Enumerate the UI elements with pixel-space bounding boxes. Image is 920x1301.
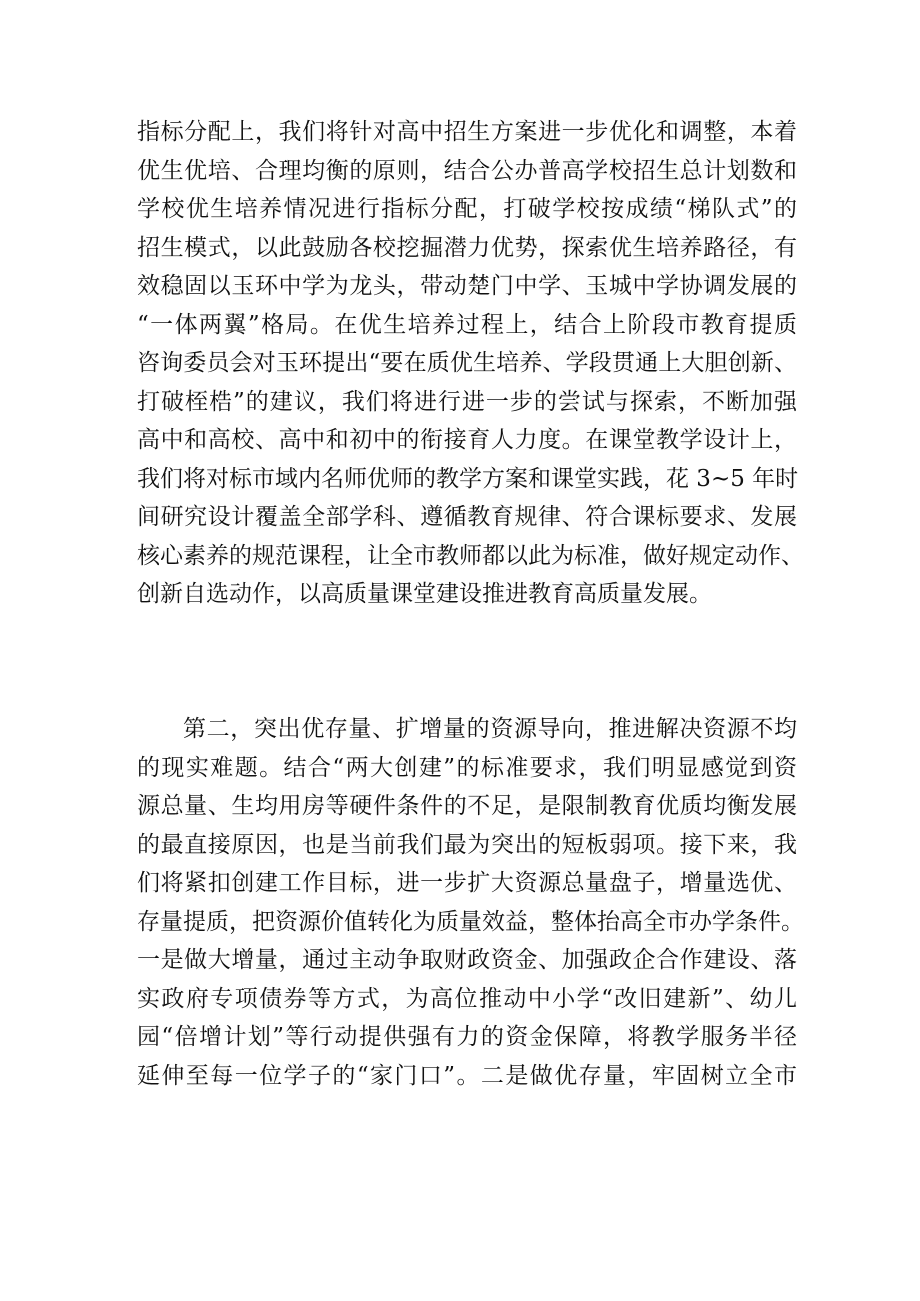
paragraph-1 [137,113,804,614]
text-line: 源总量、生均用房等硬件条件的不足，是限制教育优质均衡发展 [137,793,797,819]
text-line: 优生优培、合理均衡的原则，结合公办普高学校招生总计划数和 [137,157,797,184]
text-line: 间研究设计覆盖全部学科、遵循教育规律、符合课标要求、发展 [137,504,797,530]
text-line: 一是做大增量，通过主动争取财政资金、加强政企合作建设、落 [137,947,797,973]
text-line: 的最直接原因，也是当前我们最为突出的短板弱项。接下来，我 [137,831,797,858]
text-line: “一体两翼”格局。在优生培养过程上，结合上阶段市教育提质 [137,311,797,338]
text-line: 实政府专项债券等方式，为高位推动中小学“改旧建新”、幼儿 [137,985,797,1012]
text-line: 效稳固以玉环中学为龙头，带动楚门中学、玉城中学协调发展的 [137,273,797,299]
text-line: 核心素养的规范课程，让全市教师都以此为标准，做好规定动作、 [137,542,804,569]
text-line: 招生模式，以此鼓励各校挖掘潜力优势，探索优生培养路径，有 [137,234,797,261]
text-line: 创新自选动作，以高质量课堂建设推进教育高质量发展。 [137,581,712,607]
text-line: 我们将对标市域内名师优师的教学方案和课堂实践，花 3~5 年时 [137,465,799,492]
text-line: 的现实难题。结合“两大创建”的标准要求，我们明显感觉到资 [137,754,797,781]
text-line: 园“倍增计划”等行动提供强有力的资金保障，将教学服务半径 [137,1024,797,1050]
text-line: 存量提质，把资源价值转化为质量效益，整体抬高全市办学条件。 [137,908,804,935]
paragraph-2 [137,710,804,1095]
text-line: 高中和高校、高中和初中的衔接育人力度。在课堂教学设计上， [137,427,797,453]
text-line: 学校优生培养情况进行指标分配，打破学校按成绩“梯队式”的 [137,196,797,222]
text-line: 咨询委员会对玉环提出“要在质优生培养、学段贯通上大胆创新、 [137,350,797,376]
text-line: 们将紧扣创建工作目标，进一步扩大资源总量盘子，增量选优、 [137,870,797,896]
text-line: 延伸至每一位学子的“家门口”。二是做优存量，牢固树立全市 [137,1062,797,1089]
text-line: 指标分配上，我们将针对高中招生方案进一步优化和调整，本着 [137,119,797,145]
text-line: 第二，突出优存量、扩增量的资源导向，推进解决资源不均 [183,716,797,742]
text-line: 打破桎梏”的建议，我们将进行进一步的尝试与探索，不断加强 [137,388,797,415]
